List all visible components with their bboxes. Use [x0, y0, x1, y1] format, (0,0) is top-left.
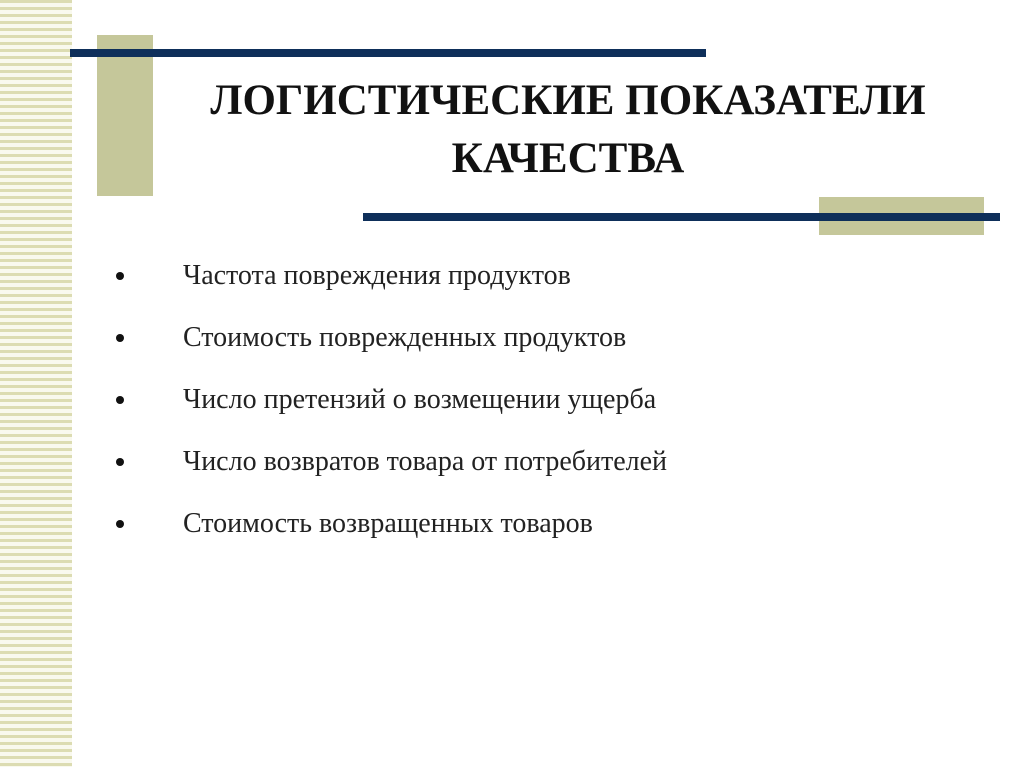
bullet-item — [110, 504, 930, 544]
bullet-text: Стоимость поврежденных продуктов — [183, 322, 627, 353]
bullet-dot-icon — [116, 334, 124, 342]
slide-title-line-1: ЛОГИСТИЧЕСКИЕ ПОКАЗАТЕЛИ — [210, 77, 926, 124]
decorative-stripes — [0, 0, 72, 767]
slide-title — [153, 72, 983, 188]
bullet-text: Число возвратов товара от потребителей — [183, 446, 668, 477]
bottom-rule — [363, 213, 1000, 221]
bullet-item — [110, 256, 930, 296]
bullet-text: Частота повреждения продуктов — [183, 260, 571, 291]
bullet-dot-icon — [116, 272, 124, 280]
accent-block-left — [97, 35, 153, 196]
top-rule — [70, 49, 706, 57]
bullet-item — [110, 442, 930, 482]
bullet-item — [110, 380, 930, 420]
bullet-dot-icon — [116, 458, 124, 466]
bullet-dot-icon — [116, 396, 124, 404]
bullet-text: Стоимость возвращенных товаров — [183, 508, 593, 539]
slide-title-line-2: КАЧЕСТВА — [451, 135, 685, 182]
bullet-text: Число претензий о возмещении ущерба — [183, 384, 657, 415]
bullet-item — [110, 318, 930, 358]
bullet-dot-icon — [116, 520, 124, 528]
